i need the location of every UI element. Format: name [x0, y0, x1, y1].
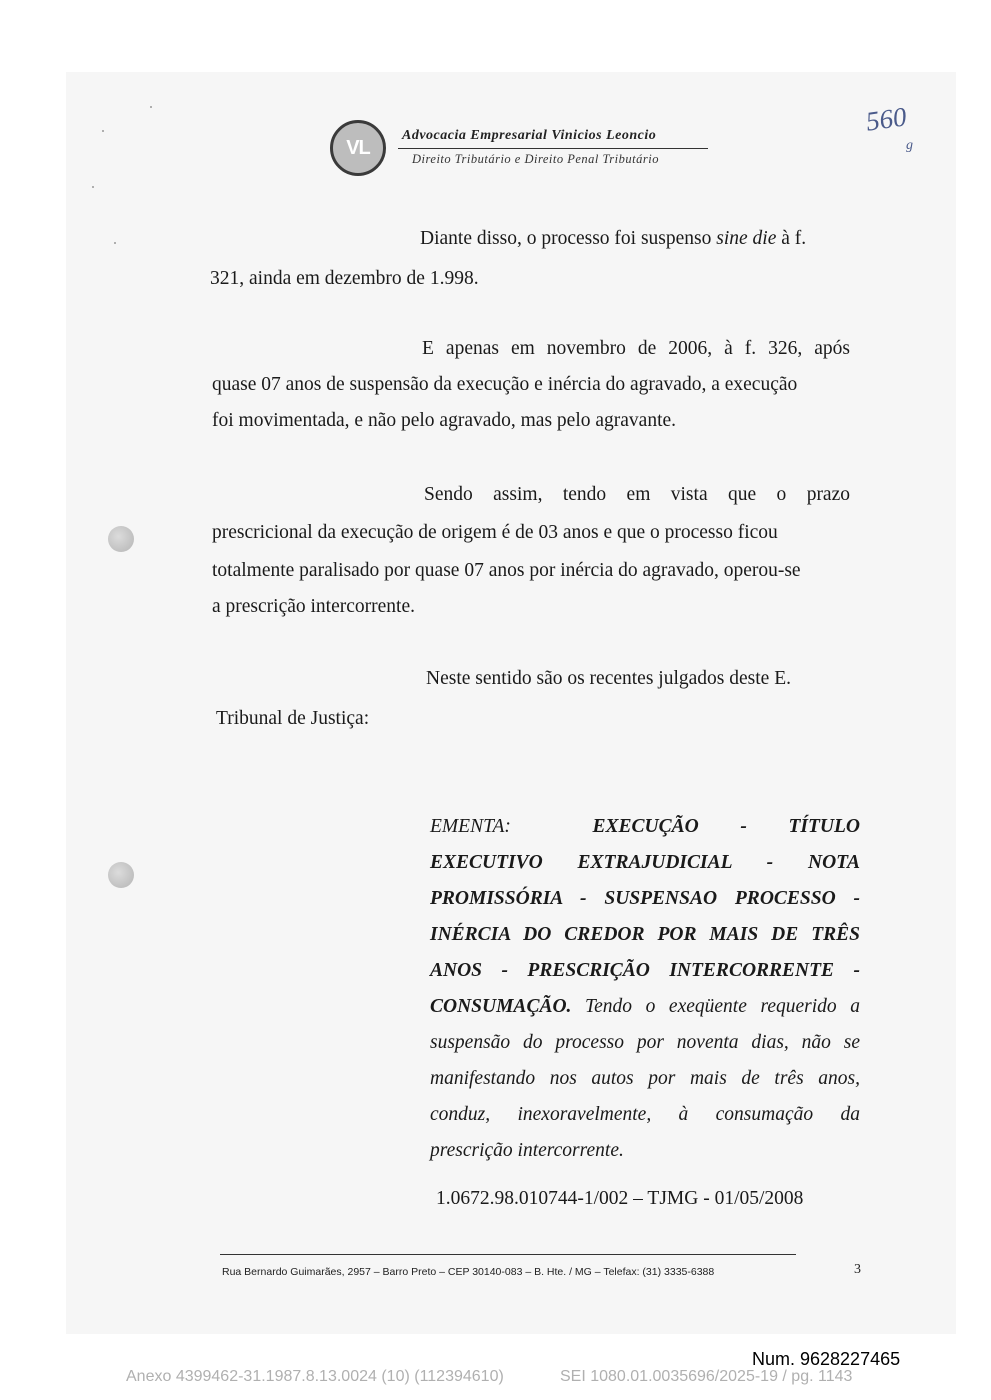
scan-speck [150, 106, 152, 108]
ementa-label: EMENTA: [430, 816, 511, 837]
paragraph-3-line-1: Sendo assim, tendo em vista que o prazo [424, 484, 850, 505]
paragraph-2-line-1: E apenas em novembro de 2006, à f. 326, após [422, 338, 850, 359]
ementa-block [430, 816, 860, 1162]
paragraph-1-line-1: Diante disso, o processo foi suspenso sine die à f. [420, 228, 807, 249]
ementa-line-3: PROMISSÓRIA - SUSPENSAO PROCESSO - [430, 888, 860, 909]
scan-speck [114, 242, 116, 244]
paragraph-2-line-3: foi movimentada, e não pelo agravado, mas pelo agravante. [212, 410, 677, 431]
ementa-line-10: prescrição intercorrente. [430, 1140, 624, 1161]
annex-reference: Anexo 4399462-31.1987.8.13.0024 (10) (112394610) [126, 1368, 504, 1385]
footer-address: Rua Bernardo Guimarães, 2957 – Barro Preto – CEP 30140-083 – B. Hte. / MG – Telefax: (31) 3335-6388 [222, 1266, 715, 1278]
case-reference: 1.0672.98.010744-1/002 – TJMG - 01/05/2008 [436, 1188, 804, 1209]
ementa-line-7: suspensão do processo por noventa dias, não se [430, 1032, 860, 1053]
header-divider [398, 148, 708, 149]
ementa-line-5: ANOS - PRESCRIÇÃO INTERCORRENTE - [430, 960, 860, 981]
paragraph-4-line-1: Neste sentido são os recentes julgados deste E. [426, 668, 791, 689]
ementa-line-4: INÉRCIA DO CREDOR POR MAIS DE TRÊS [430, 924, 860, 945]
scan-speck [92, 186, 94, 188]
paragraph-3-line-3: totalmente paralisado por quase 07 anos por inércia do agravado, operou-se [212, 560, 801, 581]
punch-hole [108, 526, 134, 552]
paragraph-2-line-2: quase 07 anos de suspensão da execução e inércia do agravado, a execução [212, 374, 798, 395]
footer-divider [220, 1254, 796, 1255]
ementa-line-6: CONSUMAÇÃO. Tendo o exeqüente requerido a [430, 996, 860, 1017]
sei-reference: SEI 1080.01.0035696/2025-19 / pg. 1143 [560, 1368, 853, 1385]
paragraph-1-line-2: 321, ainda em dezembro de 1.998. [210, 268, 479, 289]
handwritten-page-number: 560 [864, 101, 909, 137]
paragraph-3-line-4: a prescrição intercorrente. [212, 596, 415, 617]
punch-hole [108, 862, 134, 888]
ementa-line-9: conduz, inexoravelmente, à consumação da [430, 1104, 860, 1125]
handwritten-mark: g [906, 138, 913, 153]
scan-speck [102, 130, 104, 132]
ementa-line-8: manifestando nos autos por mais de três anos, [430, 1068, 860, 1089]
paragraph-4-line-2: Tribunal de Justiça: [216, 708, 370, 729]
firm-name: Advocacia Empresarial Vinicios Leoncio [402, 128, 657, 143]
ementa-line-1: EMENTA: EXECUÇÃO - TÍTULO [430, 816, 860, 837]
ementa-line-2: EXECUTIVO EXTRAJUDICIAL - NOTA [430, 852, 860, 873]
document-number: Num. 9628227465 [752, 1349, 901, 1369]
page-number: 3 [854, 1262, 861, 1277]
firm-subtitle: Direito Tributário e Direito Penal Tributário [412, 152, 659, 166]
paragraph-3-line-2: prescricional da execução de origem é de 03 anos e que o processo ficou [212, 522, 778, 543]
firm-logo: VL [330, 120, 386, 176]
